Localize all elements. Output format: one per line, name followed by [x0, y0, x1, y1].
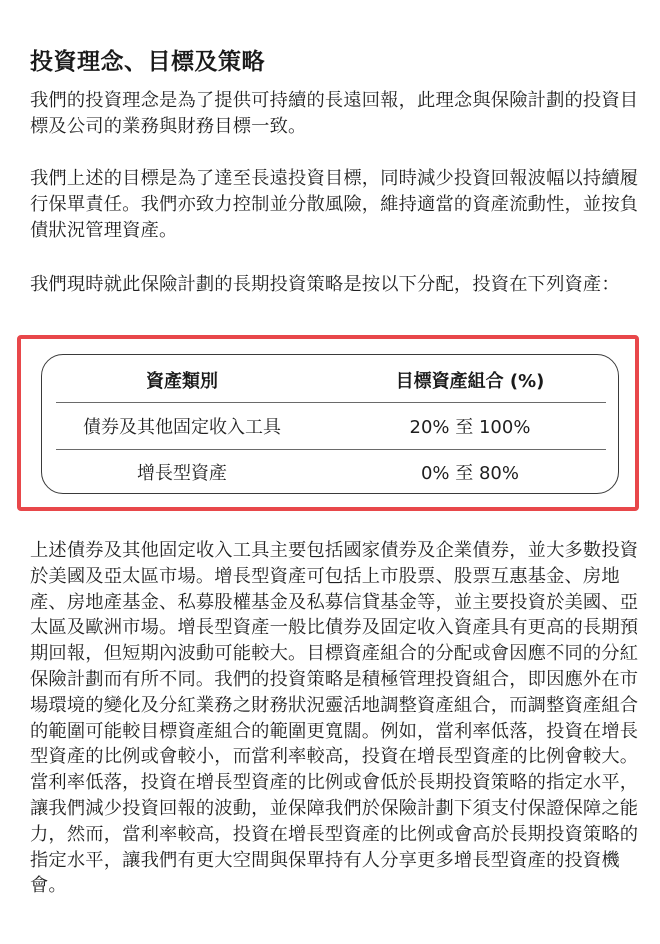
paragraph-strategy-intro: 我們現時就此保險計劃的長期投資策略是按以下分配，投資在下列資產：: [30, 274, 620, 295]
page-title: 投資理念、目標及策略: [30, 49, 265, 76]
header-asset-class: 資產類別: [146, 371, 218, 392]
paragraph-strategy-details: 上述債券及其他固定收入工具主要包括國家債券及企業債券，並大多數投資於美國及亞太區市場。增長型資產可包括上市股票、股票互惠基金、房地產、房地產基金、私募股權基金及私募信貸基金等，並主要投資於美國、亞太區及歐洲市場。增長型資產一般比債券及固定收入資產具有更高的長期預期回報，但短期內波動可能較大。目標資產組合的分配或會因應不同的分紅保險計劃而有所不同。我們的投資策略是積極管理投資組合，即因應外在市場環境的變化及分紅業務之財務狀況靈活地調整資產組合，而調整資產組合的範圍可能較目標資產組合的範圍更寬闊。例如，當利率低落，投資在增長型資產的比例或會較小，而當利率較高，投資在增長型資產的比例會較大。當利率低落，投資在增長型資產的比例或會低於長期投資策略的指定水平，讓我們減少投資回報的波動，並保障我們於保險計劃下須支付保證保障之能力，然而，當利率較高，投資在增長型資產的比例或會高於長期投資策略的指定水平，讓我們有更大空間與保單持有人分享更多增長型資產的投資機會。: [30, 540, 639, 897]
table-row: [42, 403, 618, 449]
cell-asset-class: 增長型資產: [137, 463, 227, 484]
table-header-row: [42, 357, 618, 403]
header-target-allocation: 目標資產組合 (%): [395, 371, 545, 392]
paragraph-investment-philosophy: 我們的投資理念是為了提供可持續的長遠回報，此理念與保險計劃的投資目標及公司的業務與財務目標一致。: [30, 90, 639, 137]
cell-allocation-range: 0% 至 80%: [420, 463, 519, 484]
cell-allocation-range: 20% 至 100%: [409, 417, 531, 438]
allocation-table: [41, 354, 619, 494]
table-row: [42, 449, 618, 495]
cell-asset-class: 債券及其他固定收入工具: [83, 417, 281, 438]
paragraph-investment-objectives: 我們上述的目標是為了達至長遠投資目標，同時減少投資回報波幅以持續履行保單責任。我們亦致力控制並分散風險，維持適當的資產流動性，並按負債狀況管理資產。: [30, 168, 639, 241]
